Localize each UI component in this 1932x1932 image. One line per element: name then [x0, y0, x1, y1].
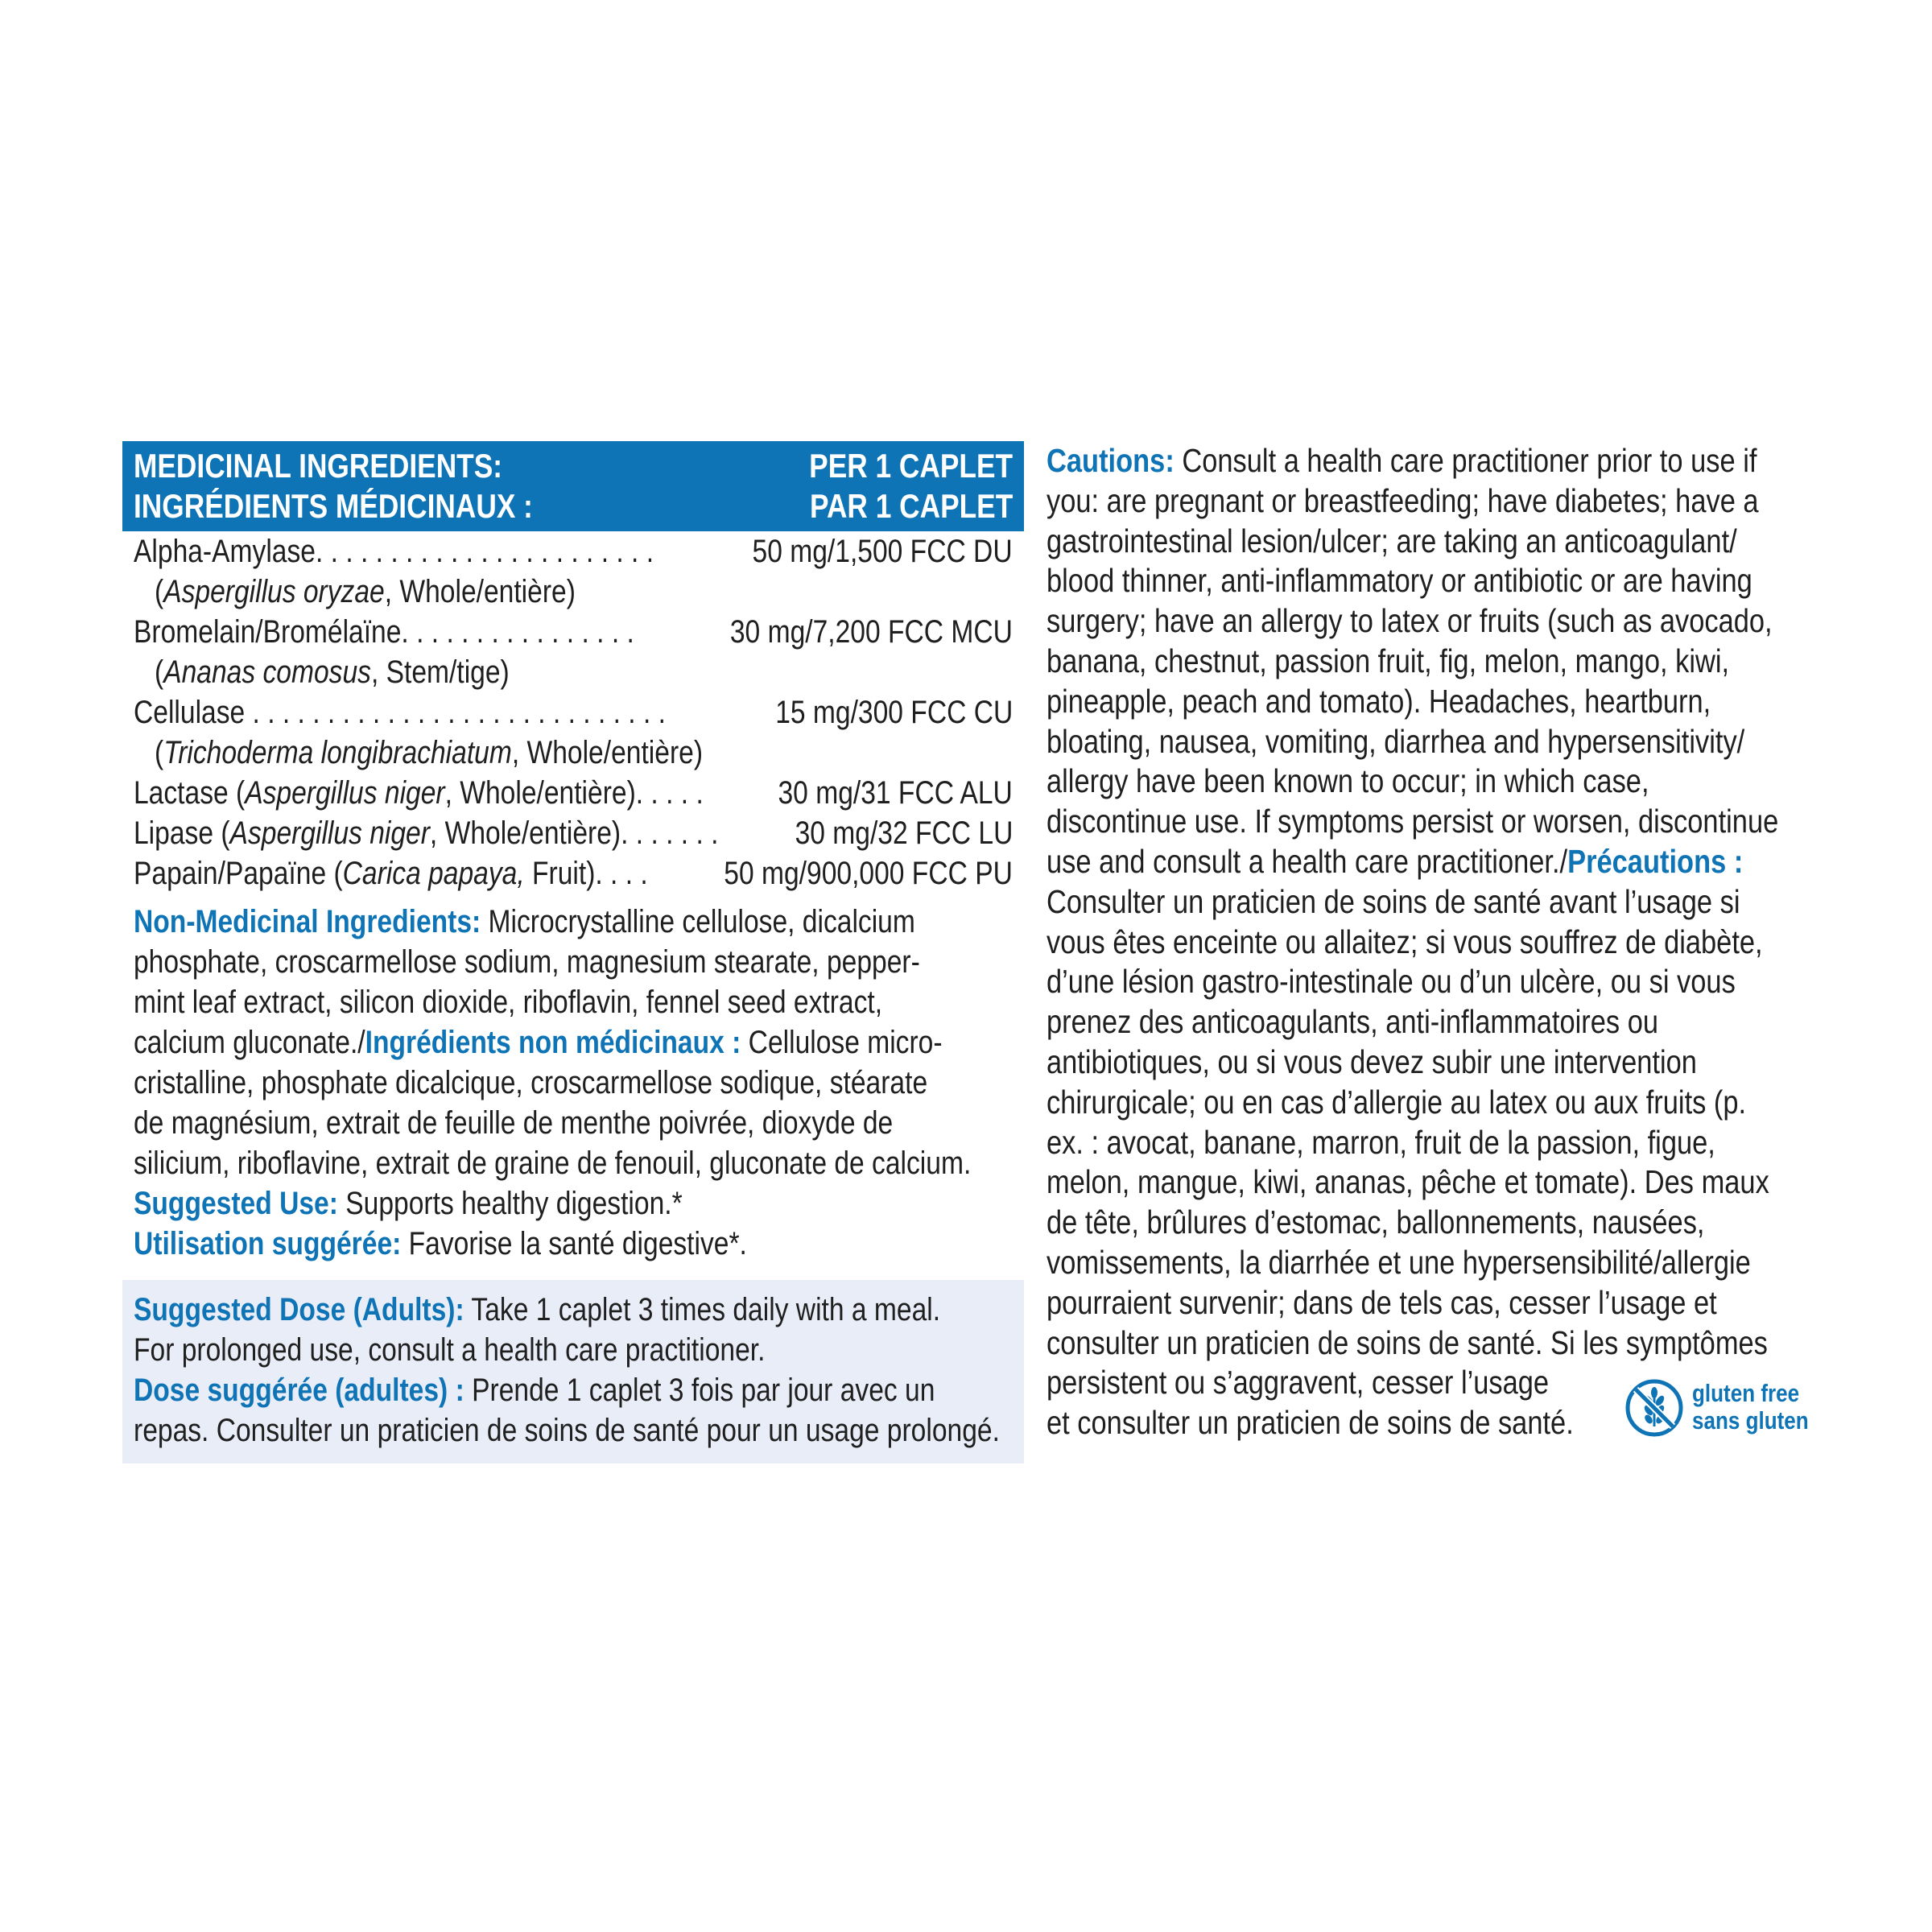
gluten-free-wheat-icon — [1624, 1378, 1684, 1438]
medicinal-ingredients-heading-en: MEDICINAL INGREDIENTS: — [134, 447, 503, 485]
ingredient-source-row: (Aspergillus oryzae, Whole/entière) — [155, 574, 576, 609]
ingredient-latin-name: Aspergillus niger — [229, 815, 430, 851]
leader-dots: . . . . — [595, 856, 648, 891]
ingredient-name: Alpha-Amylase — [134, 534, 316, 569]
leader-dots: . . . . . — [635, 775, 704, 811]
ingredient-latin-name: Aspergillus niger — [245, 775, 445, 811]
ingredient-source-row: (Trichoderma longibrachiatum, Whole/entière) — [155, 735, 704, 770]
cautions-label-fr: Précautions : — [1567, 842, 1744, 880]
ingredients-header-bar — [122, 441, 1024, 531]
cautions-column: Cautions: Consult a health care practitioner prior to use if you: are pregnant or breastfeeding; have diabetes; have a gastrointestinal lesion/ulcer; are taking an anticoagulant/ blood thinner, anti-inflammatory or antibiotic or are having surgery; have an allergy to latex or fruits (such as avocado, banana, chestnut, passion fruit, fig, melon, mango, kiwi, pineapple, peach and tomato). Headaches, heartburn, bloating, nausea, vomiting, diarrhea and hypersensitivity/ allergy have been known to occur; in which case, discontinue use. If symptoms persist or worsen, discontinue use and consult a health care practitioner./Précautions : Consulter un praticien de soins de santé avant l’usage si vous êtes enceinte ou allaitez; si vous souffrez de diabète, d’une lésion gastro-intestinale ou d’un ulcère, ou si vous prenez des anticoagulants, anti-inflammatoires ou antibiotiques, ou si vous devez subir une intervention chirurgicale; ou en cas d’allergie au latex ou aux fruits (p. ex. : avocat, banane, marron, fruit de la passion, figue, melon, mangue, kiwi, ananas, pêche et tomate). Des maux de tête, brûlures d’estomac, ballonnements, nausées, vomissements, la diarrhée et une hypersensibilité/allergie pourraient survenir; dans de tels cas, cesser l’usage et consulter un praticien de soins de santé. Si les symptômes persistent ou s’aggravent, cesser l’usage et consulter un praticien de soins de santé. — [1046, 442, 1779, 1442]
leader-dots: . . . . . . . . . . . . . . . . . . . . . . . — [315, 534, 654, 569]
ingredient-latin-name: Aspergillus oryzae — [163, 574, 385, 609]
ingredient-latin-name: Trichoderma longibrachiatum — [163, 735, 512, 770]
ingredient-row: Lipase (Aspergillus niger, Whole/entière). . . . . . . 30 mg/32 FCC LU — [134, 813, 1013, 853]
ingredient-latin-name: Ananas comosus — [163, 654, 371, 690]
medicinal-ingredients-heading-fr: INGRÉDIENTS MÉDICINAUX : — [134, 487, 533, 525]
ingredient-source-row: (Ananas comosus, Stem/tige) — [155, 654, 510, 690]
per-caplet-heading-en: PER 1 CAPLET — [809, 447, 1013, 485]
non-medicinal-label-en: Non-Medicinal Ingredients: — [134, 904, 481, 939]
ingredient-list — [134, 531, 1013, 894]
ingredient-amount: 30 mg/31 FCC ALU — [778, 775, 1013, 811]
ingredient-row — [134, 612, 1013, 652]
per-caplet-heading-fr: PAR 1 CAPLET — [809, 487, 1013, 525]
suggested-dose: Suggested Dose (Adults): Take 1 caplet 3 times daily with a meal. For prolonged use, consult a health care practitioner. Dose suggérée (adultes) : Prende 1 caplet 3 fois par jour avec un repas. Consulter un praticien de soins de santé pour un usage prolongé. — [134, 1292, 1000, 1448]
ingredient-latin-name: Carica papaya, — [342, 856, 525, 891]
leader-dots: . . . . . . . . . . . . . . . . — [401, 614, 634, 650]
gluten-free-label-fr: sans gluten — [1692, 1406, 1809, 1435]
suggested-dose-label-en: Suggested Dose (Adults): — [134, 1292, 464, 1327]
gluten-free-badge — [1624, 1375, 1818, 1439]
ingredient-name: Lactase ( — [134, 775, 246, 811]
non-medicinal-label-fr: Ingrédients non médicinaux : — [365, 1025, 741, 1060]
gluten-free-label-en: gluten free — [1692, 1379, 1800, 1407]
ingredient-row — [134, 692, 1013, 733]
ingredient-amount: 30 mg/7,200 FCC MCU — [729, 614, 1013, 650]
leader-dots: . . . . . . . . . . . . . . . . . . . . . . . . . . . . — [252, 695, 666, 730]
ingredient-row — [134, 531, 1013, 572]
suggested-use-label-en: Suggested Use: — [134, 1186, 338, 1221]
ingredient-row: Papain/Papaïne (Carica papaya, Fruit). . . . 50 mg/900,000 FCC PU — [134, 853, 1013, 894]
ingredient-name: Lipase ( — [134, 815, 230, 851]
suggested-use-label-fr: Utilisation suggérée: — [134, 1226, 402, 1261]
ingredient-name: Bromelain/Bromélaïne — [134, 614, 402, 650]
ingredient-amount: 15 mg/300 FCC CU — [774, 695, 1013, 730]
leader-dots: . . . . . . . — [621, 815, 719, 851]
suggested-dose-label-fr: Dose suggérée (adultes) : — [134, 1373, 464, 1408]
ingredient-name: Cellulase — [134, 695, 246, 730]
ingredient-name: Papain/Papaïne ( — [134, 856, 343, 891]
ingredient-amount: 50 mg/1,500 FCC DU — [752, 534, 1013, 569]
ingredient-row: Lactase (Aspergillus niger, Whole/entière). . . . . 30 mg/31 FCC ALU — [134, 773, 1013, 813]
suggested-use: Suggested Use: Supports healthy digestion.* Utilisation suggérée: Favorise la santé digestive*. — [134, 1186, 747, 1261]
non-medicinal-ingredients: Non-Medicinal Ingredients: Microcrystalline cellulose, dicalcium phosphate, croscarmellose sodium, magnesium stearate, pepper- mint leaf extract, silicon dioxide, riboflavin, fennel seed extract, calcium gluconate./Ingrédients non médicinaux : Cellulose micro- cristalline, phosphate dicalcique, croscarmellose sodique, stéarate de magnésium, extrait de feuille de menthe poivrée, dioxyde de silicium, riboflavine, extrait de graine de fenouil, gluconate de calcium. — [134, 904, 972, 1181]
ingredient-amount: 30 mg/32 FCC LU — [795, 815, 1013, 851]
ingredient-amount: 50 mg/900,000 FCC PU — [724, 856, 1013, 891]
cautions-label-en: Cautions: — [1046, 442, 1174, 479]
